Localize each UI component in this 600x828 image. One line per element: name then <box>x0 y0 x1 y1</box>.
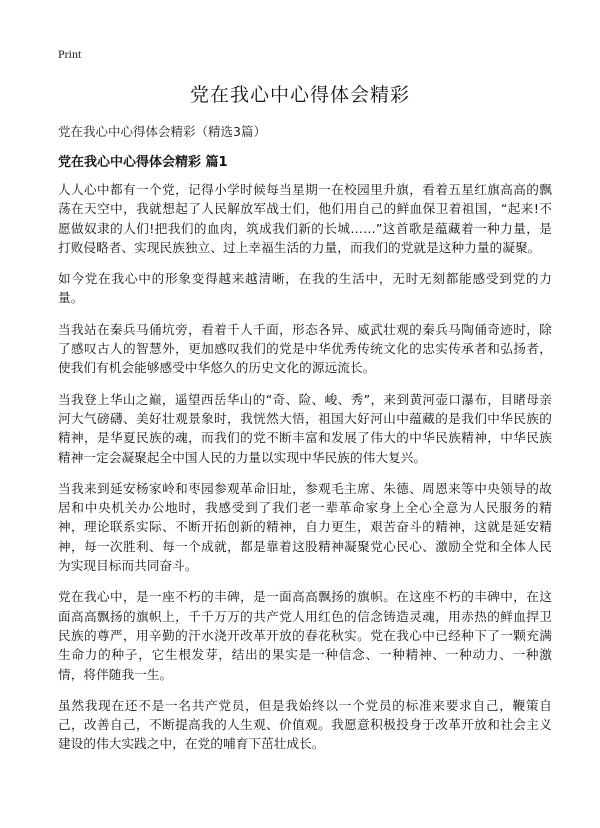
section-heading: 党在我心中心得体会精彩 篇1 <box>58 155 228 170</box>
paragraph-7: 虽然我现在还不是一名共产党员，但是我始终以一个党员的标准来要求自己，鞭策自己，改善自己，不断提高我的人生观、价值观。我愿意积极投身于改革开放和社会主义建设的伟大实践之中，在党的哺育下茁壮成长。 <box>58 697 552 752</box>
paragraph-2: 如今党在我心中的形象变得越来越清晰，在我的生活中，无时无刻都能感受到党的力量。 <box>58 271 552 306</box>
document-subtitle: 党在我心中心得体会精彩（精选3篇） <box>58 124 266 139</box>
page-title: 党在我心中心得体会精彩 <box>189 84 410 106</box>
print-label: Print <box>58 47 82 61</box>
paragraph-1: 人人心中都有一个党，记得小学时候每当星期一在校园里升旗，看着五星红旗高高的飘荡在天空中，我就想起了人民解放军战士们，他们用自己的鲜血保卫着祖国，“起来!不愿做奴隶的人们!把我们的血肉，筑成我们新的长城……”这首歌是蕴藏着一种力量，是打败侵略者、实现民族独立、过上幸福生活的力量，而我们的党就是这种力量的凝聚。 <box>58 182 552 255</box>
paragraph-3: 当我站在秦兵马俑坑旁，看着千人千面，形态各异、威武壮观的秦兵马陶俑奇迹时，除了感叹古人的智慧外，更加感叹我们的党是中华优秀传统文化的忠实传承者和弘扬者，使我们有机会能够感受中华悠久的历史文化的源远流长。 <box>58 321 552 376</box>
paragraph-5: 当我来到延安杨家岭和枣园参观革命旧址，参观毛主席、朱德、周恩来等中央领导的故居和中央机关办公地时，我感受到了我们老一辈革命家身上全心全意为人民服务的精神，理论联系实际、不断开拓创新的精神，自力更生，艰苦奋斗的精神，这就是延安精神，每一次胜利、每一个成就，都是靠着这股精神凝聚党心民心、激励全党和全体人民为实现目标而共同奋斗。 <box>58 480 552 574</box>
article-body <box>58 180 552 766</box>
paragraph-6: 党在我心中，是一座不朽的丰碑，是一面高高飘扬的旗帜。在这座不朽的丰碑中，在这面高高飘扬的旗帜上，千千万万的共产党人用红色的信念铸造灵魂，用赤热的鲜血捍卫民族的尊严，用辛勤的汗水浇开改革开放的春花秋实。党在我心中已经种下了一颗充满生命力的种子，它生根发芽，结出的果实是一种信念、一种精神、一种动力、一种激情，将伴随我一生。 <box>58 589 552 682</box>
paragraph-4: 当我登上华山之巅，遥望西岳华山的“奇、险、峻、秀”，来到黄河壶口瀑布，目睹母亲河大气磅礴、美好壮观景象时，我恍然大悟，祖国大好河山中蕴藏的是我们中华民族的精神，是华夏民族的魂，而我们的党不断丰富和发展了伟大的中华民族精神，中华民族精神一定会凝聚起全中国人民的力量以实现中华民族的伟大复兴。 <box>58 391 552 465</box>
